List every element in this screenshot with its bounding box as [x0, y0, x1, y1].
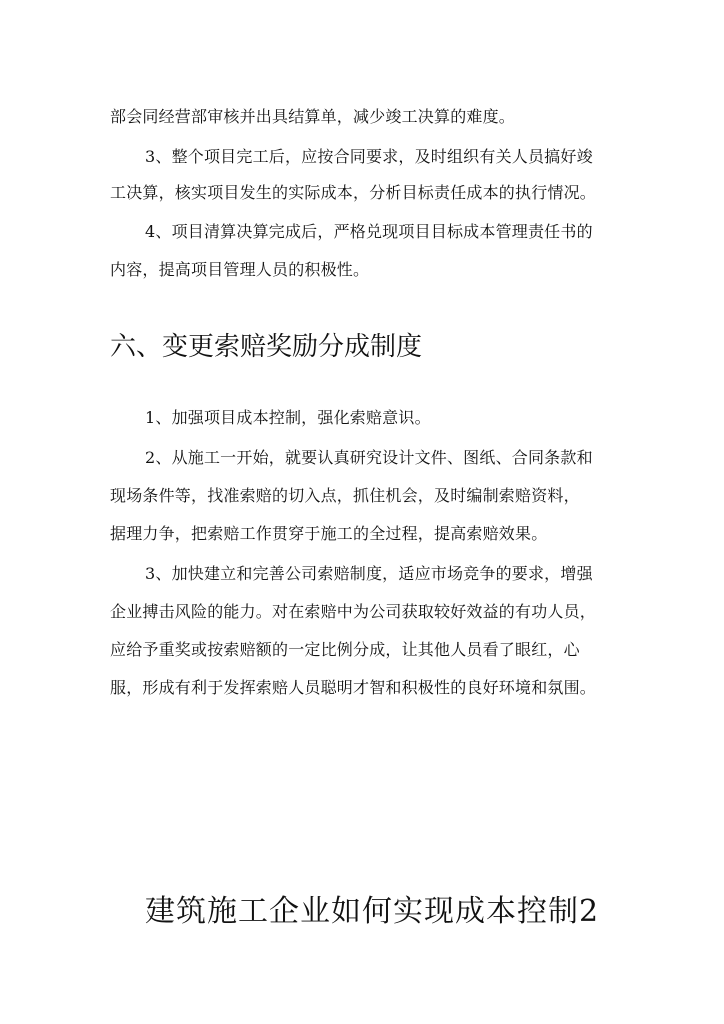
paragraph-line: 4、项目清算决算完成后，严格兑现项目目标成本管理责任书的: [145, 222, 593, 241]
paragraph-line: 部会同经营部审核并出具结算单，减少竣工决算的难度。: [110, 107, 516, 126]
paragraph-line: 内容，提高项目管理人员的积极性。: [110, 260, 370, 279]
paragraph-line: 据理力争，把索赔工作贯穿于施工的全过程，提高索赔效果。: [110, 524, 548, 543]
paragraph-line: 3、整个项目完工后，应按合同要求，及时组织有关人员搞好竣: [145, 147, 593, 166]
paragraph-line: 3、加快建立和完善公司索赔制度，适应市场竞争的要求，增强: [145, 564, 593, 583]
section-heading: 六、变更索赔奖励分成制度: [110, 332, 423, 362]
paragraph-line: 企业搏击风险的能力。对在索赔中为公司获取较好效益的有功人员，: [110, 602, 597, 621]
document-title: 建筑施工企业如何实现成本控制2: [145, 894, 600, 929]
paragraph-line: 工决算，核实项目发生的实际成本，分析目标责任成本的执行情况。: [110, 183, 597, 202]
paragraph-line: 1、加强项目成本控制，强化索赔意识。: [145, 408, 431, 427]
paragraph-line: 现场条件等，找准索赔的切入点，抓住机会，及时编制索赔资料，: [110, 486, 580, 505]
paragraph-line: 2、从施工一开始，就要认真研究设计文件、图纸、合同条款和: [145, 448, 593, 467]
paragraph-line: 应给予重奖或按索赔额的一定比例分成，让其他人员看了眼红，心: [110, 640, 580, 659]
paragraph-line: 服，形成有利于发挥索赔人员聪明才智和积极性的良好环境和氛围。: [110, 678, 597, 697]
